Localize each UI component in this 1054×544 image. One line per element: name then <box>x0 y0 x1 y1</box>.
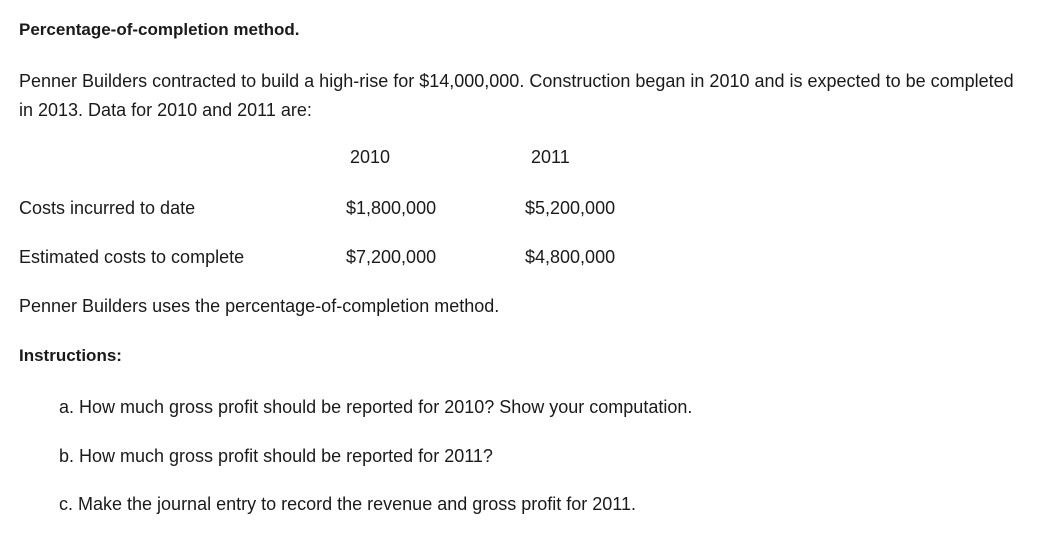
question-b: b. How much gross profit should be reported for 2011? <box>59 446 493 466</box>
column-header-2011: 2011 <box>531 147 570 167</box>
question-a: a. How much gross profit should be reported for 2010? Show your computation. <box>59 397 693 417</box>
estimated-costs-2011: $4,800,000 <box>525 247 616 267</box>
method-note: Penner Builders uses the percentage-of-completion method. <box>19 296 500 316</box>
problem-title: Percentage-of-completion method. <box>19 20 300 39</box>
question-c: c. Make the journal entry to record the revenue and gross profit for 2011. <box>59 494 636 514</box>
row-label-costs-incurred: Costs incurred to date <box>19 198 196 218</box>
row-label-estimated-costs: Estimated costs to complete <box>19 247 245 267</box>
costs-incurred-2011: $5,200,000 <box>525 198 616 218</box>
instructions-heading: Instructions: <box>19 346 122 365</box>
problem-intro: Penner Builders contracted to build a high-rise for $14,000,000. Construction began in 2010 and is expected to be completed in 2013. Data for 2010 and 2011 are: <box>19 71 1014 120</box>
costs-incurred-2010: $1,800,000 <box>346 198 437 218</box>
column-header-2010: 2010 <box>350 147 391 167</box>
estimated-costs-2010: $7,200,000 <box>346 247 437 267</box>
